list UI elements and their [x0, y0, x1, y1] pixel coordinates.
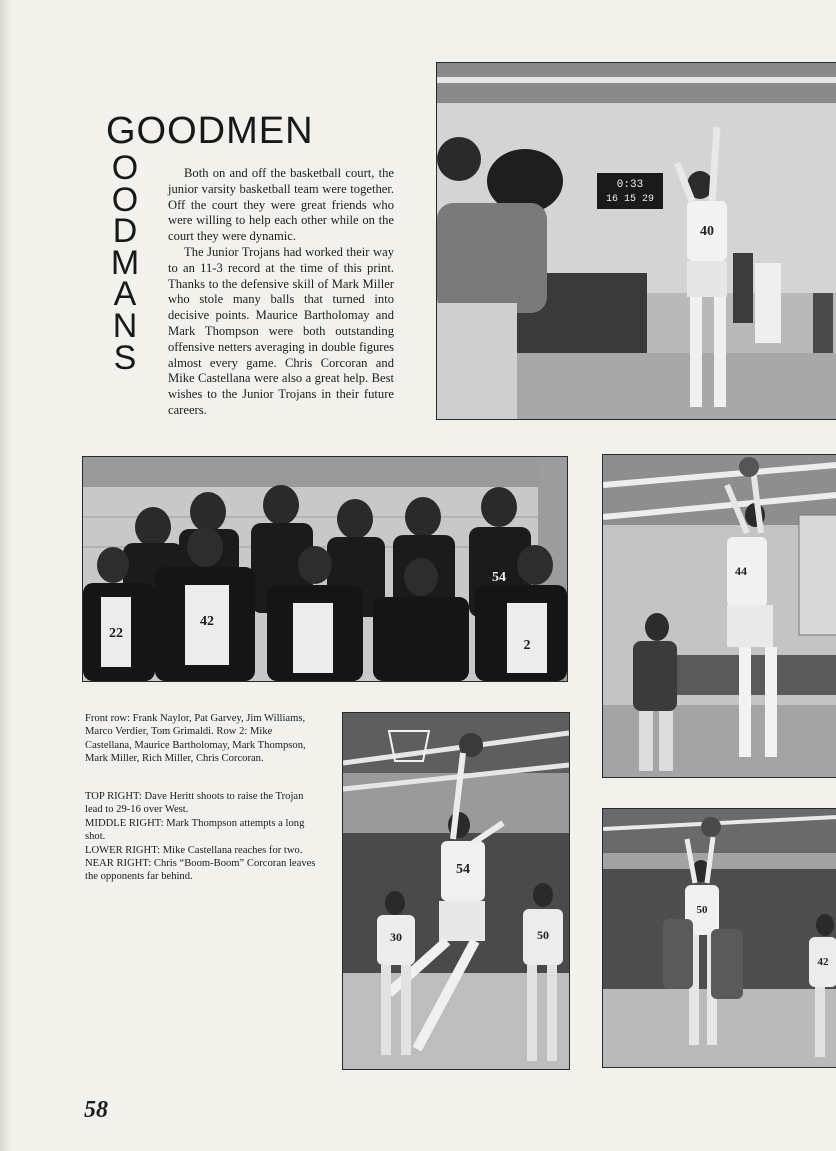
intro-paragraph: Both on and off the basketball court, the junior varsity basketball team were together. Off the court they were great friends who were willing to help each other while on the court they were dynamic. [168, 166, 394, 244]
team-caption-text: Front row: Frank Naylor, Pat Garvey, Jim Williams, Marco Verdier, Tom Grimaldi. Row 2: Mike Castellana, Maurice Bartholomay, Mark Thompson, Mark Miller, Rich Miller, Chris Corcoran. [85, 713, 306, 765]
photo-team [82, 456, 568, 682]
photo-top-right [436, 62, 836, 420]
vertical-letter: O [111, 180, 139, 219]
team-caption [85, 712, 317, 766]
jersey-number: 30 [390, 930, 402, 944]
jersey-number: 2 [523, 638, 531, 653]
photo-notes [85, 790, 317, 884]
photo-near-right [342, 712, 570, 1070]
photo-lower-right [602, 808, 836, 1068]
vertical-letter: D [112, 212, 138, 251]
jersey-number: 54 [456, 862, 470, 877]
vertical-letter: A [113, 275, 137, 314]
photo-note: MIDDLE RIGHT: Mark Thompson attempts a long shot. [85, 817, 305, 843]
vertical-letter: M [110, 243, 140, 282]
photo-note: LOWER RIGHT: Mike Castellana reaches for two. [85, 844, 303, 856]
page-number: 58 [84, 1097, 108, 1123]
vertical-title [108, 149, 142, 377]
vertical-letter: O [111, 149, 139, 187]
jersey-number: 42 [817, 956, 829, 968]
vertical-letter: N [112, 306, 138, 345]
scoreboard-score: 16 15 29 [605, 194, 655, 205]
jersey-number: 42 [200, 614, 214, 629]
jersey-number: 50 [696, 904, 708, 916]
intro-paragraph: The Junior Trojans had worked their way to an 11-3 record at the time of this print. Thanks to the defensive skill of Mark Miller who stole many balls that turned into decisive points. Maurice Bartholomay and Mark Thompson were both outstanding offensive netters averaging in double figures almost every game. Chris Corcoran and Mike Castellana were also a great help. Best wishes to the Junior Trojans in their future careers. [168, 244, 394, 417]
jersey-number: 44 [735, 564, 747, 578]
page-edge [0, 0, 12, 1151]
intro-article [168, 166, 394, 419]
photo-note: NEAR RIGHT: Chris “Boom-Boom” Corcoran leaves the opponents far behind. [85, 858, 316, 883]
jersey-number: 40 [700, 224, 714, 239]
scoreboard-time: 0:33 [616, 179, 644, 191]
jersey-number: 50 [537, 928, 549, 942]
vertical-letter: S [113, 338, 137, 377]
page-title: GOODMEN [106, 110, 314, 152]
jersey-number: 54 [492, 570, 506, 585]
jersey-number: 22 [109, 626, 123, 641]
photo-middle-right [602, 454, 836, 778]
photo-note: TOP RIGHT: Dave Heritt shoots to raise the Trojan lead to 29-16 over West. [85, 791, 304, 816]
